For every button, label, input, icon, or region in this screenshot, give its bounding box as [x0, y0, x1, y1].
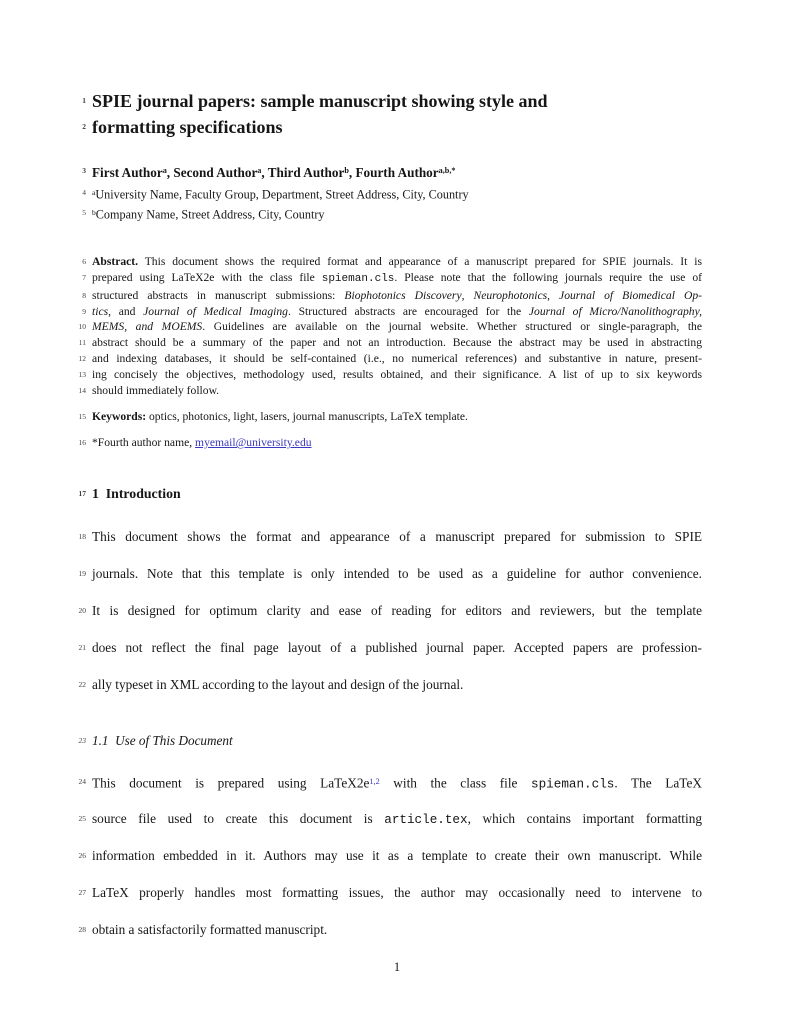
line-text — [92, 773, 702, 793]
line — [78, 484, 702, 503]
text-run: . Guidelines are available on the journal website. Whether structured or single-paragraph, the — [202, 320, 702, 334]
line — [82, 160, 702, 183]
line-text — [92, 114, 702, 140]
text-run: MEMS, and MOEMS — [92, 320, 203, 334]
text-run: prepared using LaTeX2e with the class file — [92, 270, 322, 284]
text-run: , Second Author — [166, 165, 258, 181]
text-run: should immediately follow. — [92, 384, 220, 398]
text-run: spieman.cls — [531, 776, 615, 792]
text-run: a — [162, 166, 167, 175]
line — [78, 565, 702, 602]
line-number: 8 — [82, 290, 86, 300]
text-run: , — [547, 288, 560, 302]
text-run: tics — [92, 304, 109, 318]
line-text — [92, 270, 702, 288]
line-text — [92, 528, 702, 545]
line — [78, 732, 702, 750]
line-text — [92, 847, 702, 864]
line-number: 17 — [78, 489, 86, 499]
text-run: spieman.cls — [321, 272, 395, 285]
email-link[interactable]: myemail@university.edu — [195, 436, 312, 450]
line-text — [92, 383, 702, 399]
line — [78, 639, 702, 676]
text-run: , Fourth Author — [348, 165, 439, 181]
line — [78, 435, 702, 451]
paper-title — [82, 88, 702, 140]
line-text — [92, 319, 702, 335]
text-run: First Author — [92, 165, 163, 181]
text-run: information embedded in it. Authors may use it as a template to create their own manuscript. While — [92, 848, 702, 864]
line — [82, 304, 702, 320]
text-run: This document shows the format and appearance of a manuscript prepared for submission to SPIE — [92, 529, 702, 545]
line-text — [92, 921, 702, 938]
line-number: 20 — [78, 606, 86, 616]
text-run: and indexing databases, it should be self-contained (i.e., no numerical references) and substantive in nature, present- — [92, 352, 702, 366]
line-number: 18 — [78, 532, 86, 542]
introduction-paragraph — [78, 528, 702, 713]
text-run: SPIE journal papers: sample manuscript showing style and — [92, 91, 548, 111]
subsection-heading-use-of-this-document — [78, 732, 702, 750]
line-text — [92, 304, 702, 320]
keywords — [78, 409, 702, 425]
text-run: This document shows the required format and appearance of a manuscript prepared for SPIE journals. It is — [138, 254, 702, 268]
citation-link[interactable]: 1,2 — [369, 777, 380, 787]
line-text — [92, 204, 702, 224]
text-run: , — [461, 288, 474, 302]
line-text — [92, 810, 702, 828]
text-run: . The LaTeX — [614, 775, 702, 791]
line-text — [92, 88, 702, 114]
text-run: , and — [108, 304, 144, 318]
line-number: 25 — [78, 814, 86, 824]
text-run: Abstract. — [92, 254, 139, 268]
text-run: optics, photonics, light, lasers, journal manuscripts, LaTeX template. — [146, 410, 468, 424]
line-text — [92, 732, 702, 750]
line-text — [92, 351, 702, 367]
text-run: Company Name, Street Address, City, Country — [95, 207, 325, 222]
line-number: 9 — [82, 306, 86, 316]
text-run: source file used to create this document is — [92, 811, 385, 827]
text-run: structured abstracts in manuscript submissions: — [92, 288, 345, 302]
text-run: 1.1 Use of This Document — [92, 733, 233, 749]
line — [78, 847, 702, 884]
text-run: . Please note that the following journals require the use of — [394, 270, 702, 284]
line-text — [92, 435, 702, 451]
text-run: b — [92, 207, 96, 217]
text-run: University Name, Faculty Group, Department, Street Address, City, Country — [95, 187, 469, 202]
line-text — [92, 484, 702, 503]
line-number: 12 — [78, 354, 86, 364]
text-run: , which contains important formatting — [467, 811, 702, 827]
line-text — [92, 254, 702, 270]
text-run: a,b,* — [438, 166, 456, 175]
text-run: Journal of Medical Imaging — [143, 304, 288, 318]
text-run: with the class file — [379, 775, 532, 791]
text-run: journals. Note that this template is only intended to be used as a guideline for author convenience. — [92, 566, 702, 582]
abstract — [78, 254, 702, 399]
text-run: ing concisely the objectives, methodology used, results obtained, and their significance. A list of up to six keywords — [92, 368, 702, 382]
line — [78, 676, 702, 713]
line-number: 15 — [78, 412, 86, 422]
line-text — [92, 639, 702, 656]
line-number: 11 — [78, 338, 86, 348]
line — [82, 88, 702, 114]
line-number: 6 — [82, 256, 86, 266]
line-number: 7 — [82, 272, 86, 282]
line — [82, 288, 702, 304]
line-number: 4 — [82, 188, 86, 198]
text-run: abstract should be a summary of the paper and not an introduction. Because the abstract may be used in abstracting — [92, 336, 702, 350]
line-text — [92, 184, 702, 204]
line-number: 10 — [78, 322, 86, 332]
line — [78, 773, 702, 810]
line-number: 27 — [78, 888, 86, 898]
line-number: 1 — [82, 96, 86, 105]
affiliations — [82, 184, 702, 224]
text-run: b — [344, 166, 349, 175]
text-run: does not reflect the final page layout of a published journal paper. Accepted papers are profession- — [92, 640, 702, 656]
text-run: a — [257, 166, 262, 175]
line-number: 28 — [78, 925, 86, 935]
line-number: 13 — [78, 370, 86, 380]
line-number: 19 — [78, 569, 86, 579]
text-run: Neurophotonics — [473, 288, 548, 302]
text-run: formatting specifications — [92, 117, 283, 137]
line — [78, 602, 702, 639]
line-text — [92, 335, 702, 351]
line-number: 26 — [78, 851, 86, 861]
line — [78, 810, 702, 847]
text-run: Biophotonics Discovery — [344, 288, 462, 302]
manuscript-content — [78, 88, 702, 958]
line — [78, 351, 702, 367]
text-run: 1 Introduction — [92, 486, 181, 502]
line-text — [92, 565, 702, 582]
use-of-document-paragraph — [78, 773, 702, 958]
line — [82, 204, 702, 224]
line-number: 3 — [82, 166, 86, 175]
page-number: 1 — [393, 960, 401, 974]
text-run: It is designed for optimum clarity and ease of reading for editors and reviewers, but the template — [92, 603, 702, 619]
line-number: 24 — [78, 777, 86, 787]
line — [78, 884, 702, 921]
line — [78, 409, 702, 425]
line-text — [92, 884, 702, 901]
line-text — [92, 409, 702, 425]
section-heading-introduction — [78, 484, 702, 503]
text-run: Keywords: — [92, 410, 147, 424]
line — [78, 335, 702, 351]
text-run: Journal of Micro/Nanolithography, — [528, 304, 702, 318]
line-number: 22 — [78, 680, 86, 690]
line — [82, 114, 702, 140]
text-run: , Third Author — [261, 165, 345, 181]
line — [78, 528, 702, 565]
line — [82, 270, 702, 288]
line — [78, 921, 702, 958]
line-number: 14 — [78, 386, 86, 396]
line-number: 16 — [78, 438, 86, 448]
text-run: ally typeset in XML according to the layout and design of the journal. — [92, 677, 464, 693]
line — [82, 254, 702, 270]
author-footnote — [78, 435, 702, 451]
line-text — [92, 676, 702, 693]
line-number: 2 — [82, 122, 86, 131]
line — [82, 184, 702, 204]
text-run: obtain a satisfactorily formatted manuscript. — [92, 922, 328, 938]
line — [78, 383, 702, 399]
text-run: LaTeX properly handles most formatting issues, the author may occasionally need to intervene to — [92, 885, 702, 901]
line-text — [92, 288, 702, 304]
text-run: a — [92, 188, 96, 198]
text-run: Journal of Biomedical Op- — [559, 288, 702, 302]
line-text — [92, 367, 702, 383]
line-number: 21 — [78, 643, 86, 653]
author-list — [82, 160, 702, 183]
line-number: 23 — [78, 736, 86, 746]
text-run: This document is prepared using LaTeX2e — [92, 775, 370, 791]
line — [78, 367, 702, 383]
text-run: . Structured abstracts are encouraged for the — [287, 304, 529, 318]
line-text — [92, 160, 702, 183]
line — [78, 319, 702, 335]
line-text — [92, 602, 702, 619]
line-number: 5 — [82, 207, 86, 217]
text-run: *Fourth author name, — [92, 436, 196, 450]
text-run: article.tex — [384, 812, 468, 828]
